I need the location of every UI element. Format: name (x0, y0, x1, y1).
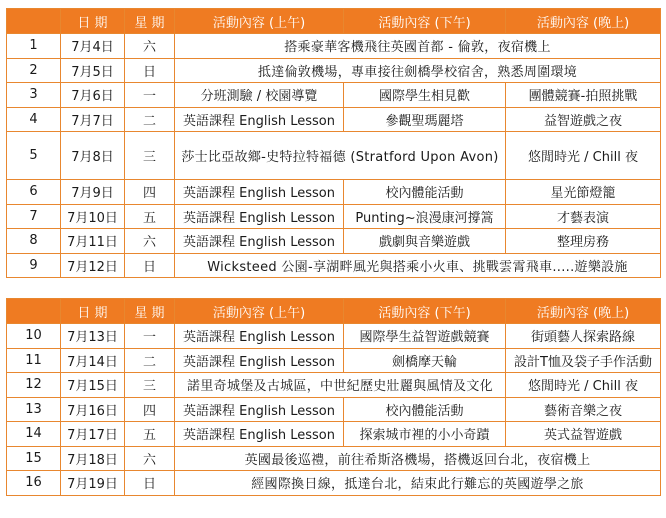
full-day-activity-cell: Wicksteed 公園-享湖畔風光與搭乘小火車、挑戰雲霄飛車.....遊樂設施 (175, 253, 661, 278)
table-row (7, 373, 661, 398)
weekday-cell: 四 (125, 180, 175, 205)
afternoon-activity-cell: 戲劇與音樂遊戲 (344, 229, 506, 254)
table-row (7, 348, 661, 373)
morning-activity-cell: 分班測驗 / 校園導覽 (175, 83, 344, 108)
day-number-cell: 10 (7, 324, 61, 349)
morning-activity-cell: 英語課程 English Lesson (175, 229, 344, 254)
table-row (7, 446, 661, 471)
date-cell: 7月13日 (61, 324, 125, 349)
day-number-cell: 1 (7, 34, 61, 59)
date-cell: 7月14日 (61, 348, 125, 373)
weekday-cell: 五 (125, 204, 175, 229)
full-day-activity-cell: 英國最後巡禮，前往希斯洛機場，搭機返回台北，夜宿機上 (175, 446, 661, 471)
evening-activity-cell: 整理房務 (506, 229, 661, 254)
weekday-cell: 六 (125, 34, 175, 59)
day-number-cell: 5 (7, 132, 61, 180)
full-day-activity-cell: 經國際換日線，抵達台北，結束此行難忘的英國遊學之旅 (175, 471, 661, 496)
weekday-cell: 二 (125, 107, 175, 132)
header-morning: 活動內容 (上午) (175, 9, 344, 34)
header-row (7, 9, 661, 34)
table-row (7, 34, 661, 59)
table-row (7, 132, 661, 180)
date-cell: 7月7日 (61, 107, 125, 132)
day-number-cell: 15 (7, 446, 61, 471)
evening-activity-cell: 英式益智遊戲 (506, 422, 661, 447)
day-number-cell: 6 (7, 180, 61, 205)
header-afternoon: 活動內容 (下午) (344, 299, 506, 324)
weekday-cell: 一 (125, 83, 175, 108)
afternoon-activity-cell: 劍橋摩天輪 (344, 348, 506, 373)
header-afternoon: 活動內容 (下午) (344, 9, 506, 34)
weekday-cell: 三 (125, 132, 175, 180)
weekday-cell: 日 (125, 471, 175, 496)
header-weekday: 星 期 (125, 299, 175, 324)
table-row (7, 204, 661, 229)
schedule-table-week2 (6, 298, 661, 496)
date-cell: 7月9日 (61, 180, 125, 205)
date-cell: 7月16日 (61, 397, 125, 422)
weekday-cell: 二 (125, 348, 175, 373)
table-row (7, 324, 661, 349)
afternoon-activity-cell: 校內體能活動 (344, 397, 506, 422)
date-cell: 7月10日 (61, 204, 125, 229)
weekday-cell: 六 (125, 446, 175, 471)
header-morning: 活動內容 (上午) (175, 299, 344, 324)
date-cell: 7月6日 (61, 83, 125, 108)
day-number-cell: 2 (7, 58, 61, 83)
weekday-cell: 三 (125, 373, 175, 398)
weekday-cell: 日 (125, 58, 175, 83)
afternoon-activity-cell: 國際學生相見歡 (344, 83, 506, 108)
morning-activity-cell: 英語課程 English Lesson (175, 397, 344, 422)
table-row (7, 107, 661, 132)
afternoon-activity-cell: 國際學生益智遊戲競賽 (344, 324, 506, 349)
day-number-cell: 9 (7, 253, 61, 278)
day-number-cell: 12 (7, 373, 61, 398)
morning-activity-cell: 英語課程 English Lesson (175, 324, 344, 349)
header-no (7, 9, 61, 34)
table-row (7, 422, 661, 447)
table-body (7, 34, 661, 278)
morning-activity-cell: 英語課程 English Lesson (175, 107, 344, 132)
evening-activity-cell: 星光節燈籠 (506, 180, 661, 205)
full-day-activity-cell: 抵達倫敦機場，專車接往劍橋學校宿舍，熟悉周圍環境 (175, 58, 661, 83)
evening-activity-cell: 益智遊戲之夜 (506, 107, 661, 132)
header-no (7, 299, 61, 324)
header-date: 日 期 (61, 9, 125, 34)
evening-activity-cell: 悠閒時光 / Chill 夜 (506, 132, 661, 180)
day-excursion-cell: 諾里奇城堡及古城區，中世紀歷史壯麗與風情及文化 (175, 373, 506, 398)
morning-activity-cell: 英語課程 English Lesson (175, 204, 344, 229)
date-cell: 7月12日 (61, 253, 125, 278)
date-cell: 7月17日 (61, 422, 125, 447)
table-row (7, 253, 661, 278)
evening-activity-cell: 街頭藝人探索路線 (506, 324, 661, 349)
afternoon-activity-cell: 探索城市裡的小小奇蹟 (344, 422, 506, 447)
day-number-cell: 14 (7, 422, 61, 447)
schedule-table-week1 (6, 8, 661, 278)
table-row (7, 397, 661, 422)
day-number-cell: 8 (7, 229, 61, 254)
day-number-cell: 7 (7, 204, 61, 229)
morning-activity-cell: 英語課程 English Lesson (175, 422, 344, 447)
morning-activity-cell: 英語課程 English Lesson (175, 348, 344, 373)
header-row (7, 299, 661, 324)
table-row (7, 58, 661, 83)
day-number-cell: 11 (7, 348, 61, 373)
table-row (7, 229, 661, 254)
weekday-cell: 日 (125, 253, 175, 278)
date-cell: 7月15日 (61, 373, 125, 398)
evening-activity-cell: 藝術音樂之夜 (506, 397, 661, 422)
evening-activity-cell: 團體競賽-拍照挑戰 (506, 83, 661, 108)
day-number-cell: 13 (7, 397, 61, 422)
header-date: 日 期 (61, 299, 125, 324)
day-number-cell: 4 (7, 107, 61, 132)
evening-activity-cell: 才藝表演 (506, 204, 661, 229)
table-row (7, 83, 661, 108)
date-cell: 7月11日 (61, 229, 125, 254)
evening-activity-cell: 悠閒時光 / Chill 夜 (506, 373, 661, 398)
full-day-activity-cell: 搭乘豪華客機飛往英國首都 - 倫敦，夜宿機上 (175, 34, 661, 59)
morning-activity-cell: 英語課程 English Lesson (175, 180, 344, 205)
date-cell: 7月4日 (61, 34, 125, 59)
afternoon-activity-cell: 參觀聖瑪麗塔 (344, 107, 506, 132)
date-cell: 7月5日 (61, 58, 125, 83)
weekday-cell: 四 (125, 397, 175, 422)
table-row (7, 471, 661, 496)
weekday-cell: 六 (125, 229, 175, 254)
afternoon-activity-cell: Punting~浪漫康河撐篙 (344, 204, 506, 229)
header-evening: 活動內容 (晚上) (506, 299, 661, 324)
weekday-cell: 一 (125, 324, 175, 349)
afternoon-activity-cell: 校內體能活動 (344, 180, 506, 205)
date-cell: 7月19日 (61, 471, 125, 496)
evening-activity-cell: 設計T恤及袋子手作活動 (506, 348, 661, 373)
table-row (7, 180, 661, 205)
day-number-cell: 16 (7, 471, 61, 496)
date-cell: 7月18日 (61, 446, 125, 471)
header-weekday: 星 期 (125, 9, 175, 34)
table-body (7, 324, 661, 496)
header-evening: 活動內容 (晚上) (506, 9, 661, 34)
date-cell: 7月8日 (61, 132, 125, 180)
day-excursion-cell: 莎士比亞故鄉-史特拉特福德 (Stratford Upon Avon) (175, 132, 506, 180)
day-number-cell: 3 (7, 83, 61, 108)
weekday-cell: 五 (125, 422, 175, 447)
